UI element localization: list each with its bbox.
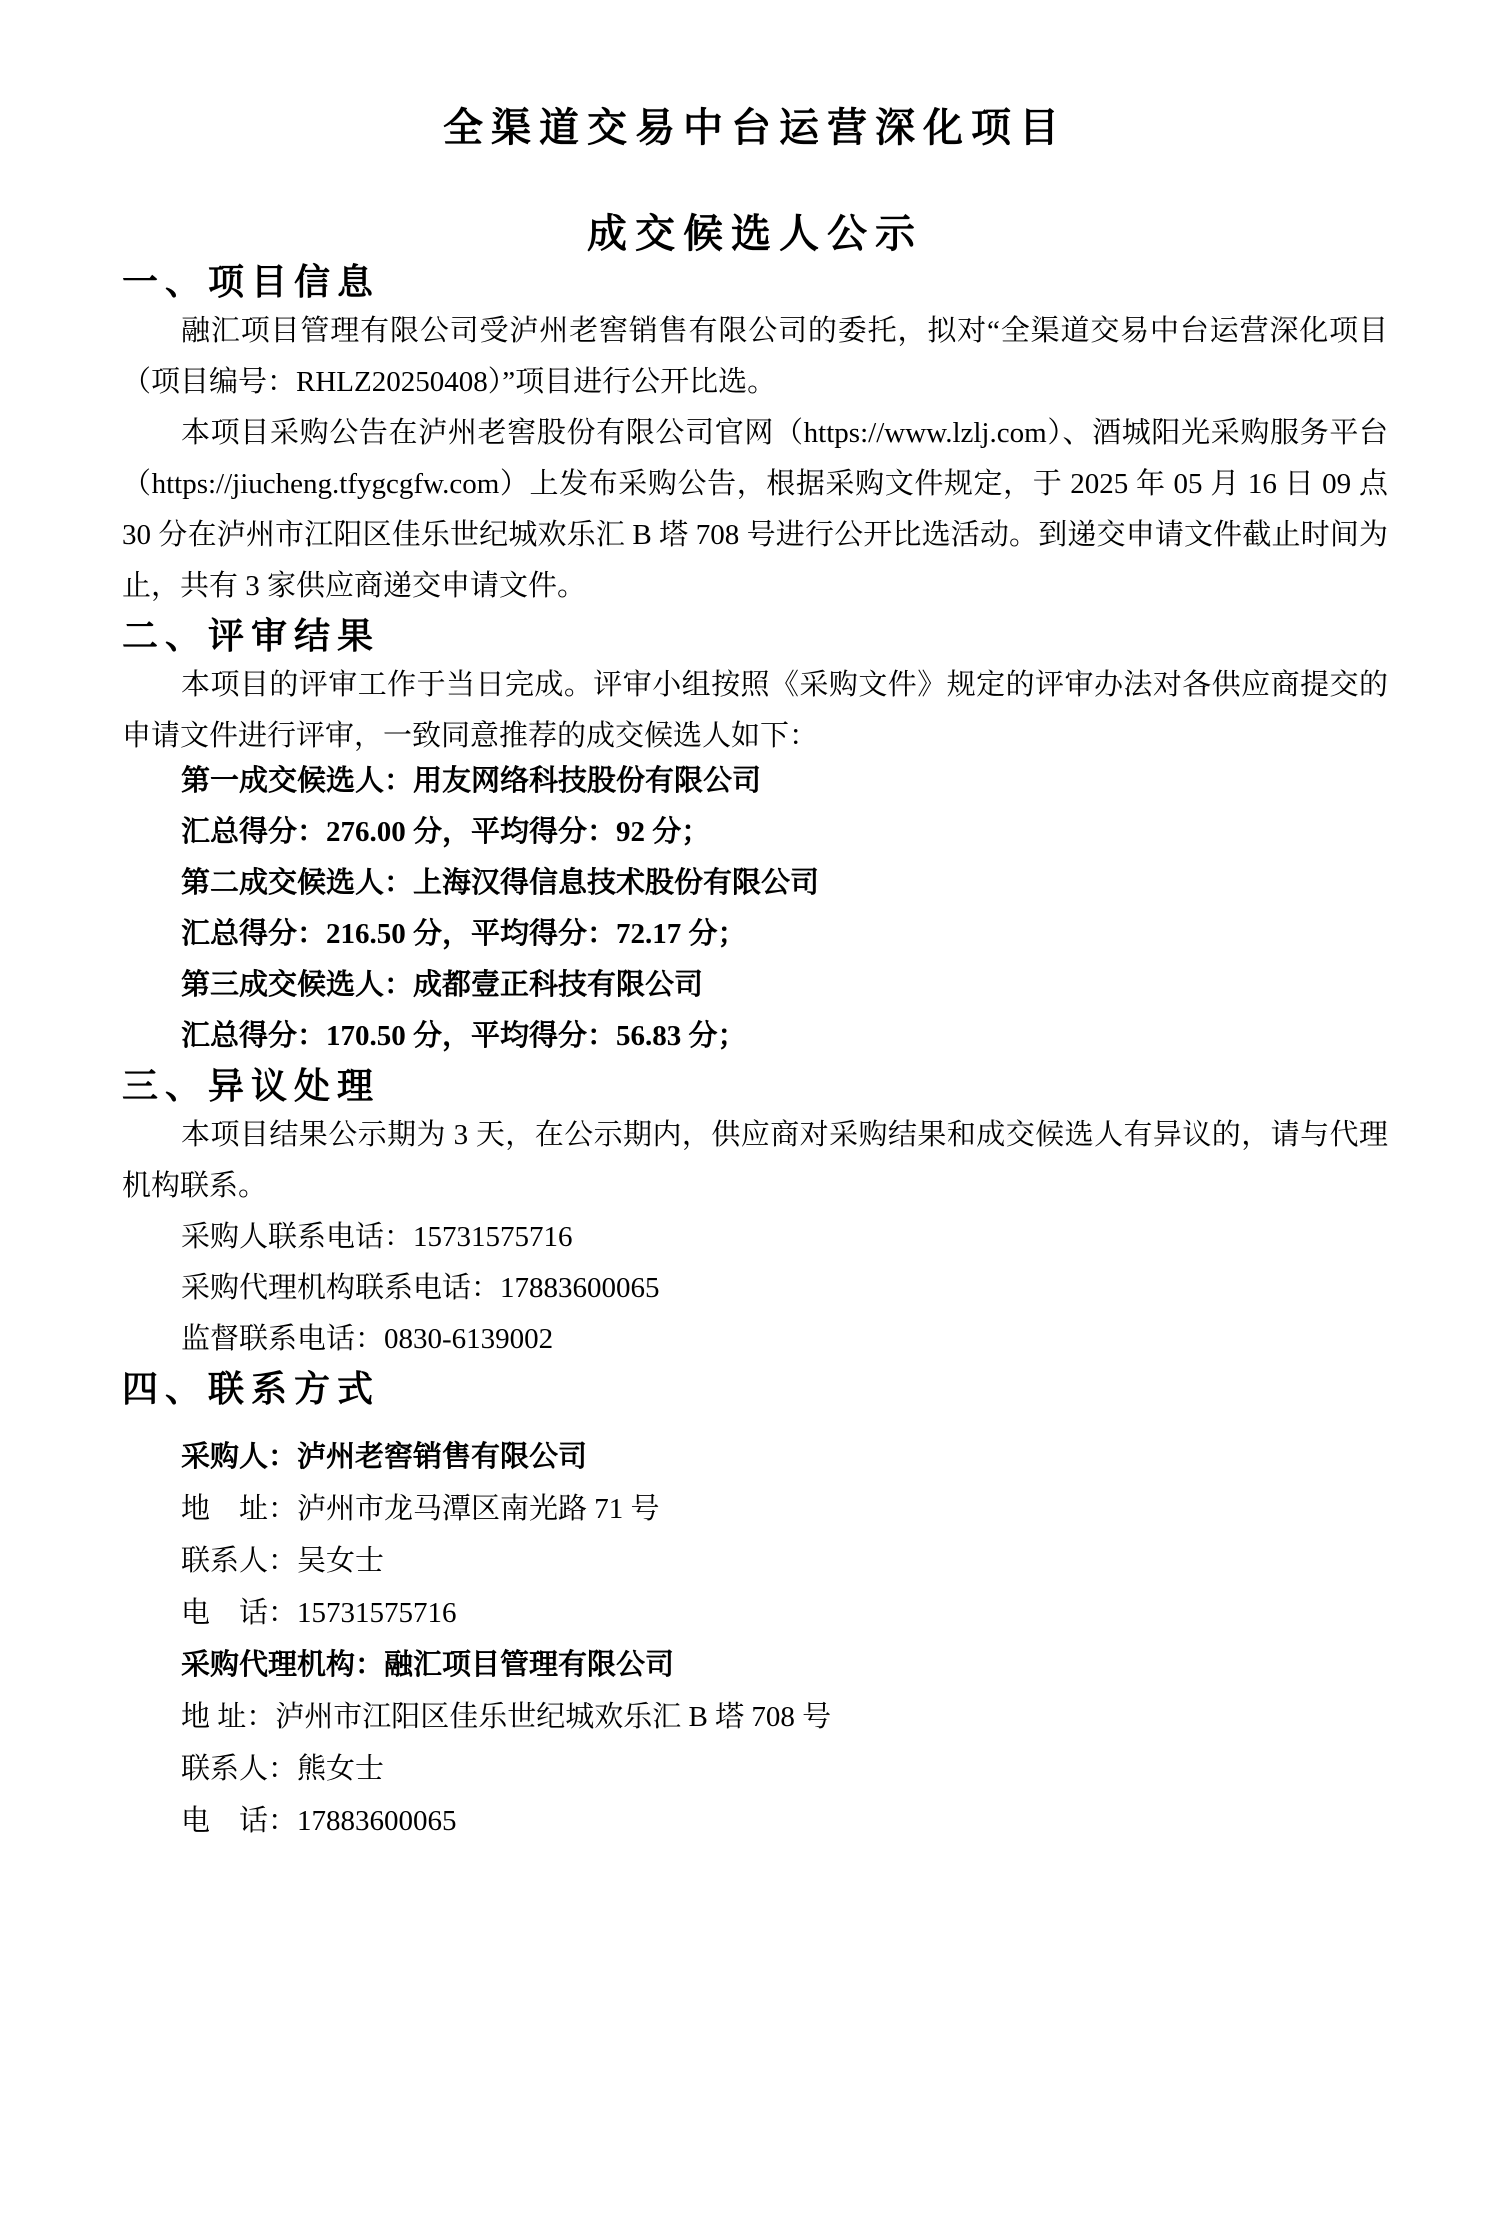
- agency-phone-line: 采购代理机构联系电话：17883600065: [181, 1272, 660, 1304]
- purchaser-contact-line: 联系人：吴女士: [181, 1545, 385, 1577]
- candidate-1-rank-line: 第一成交候选人：用友网络科技股份有限公司: [181, 765, 762, 797]
- candidate-list: [122, 756, 1388, 1062]
- section2-paragraph1: 本项目的评审工作于当日完成。评审小组按照《采购文件》规定的评审办法对各供应商提交的申请文件进行评审，一致同意推荐的成交候选人如下：: [122, 669, 1388, 752]
- section2-heading: 二、评审结果: [122, 615, 381, 656]
- document-title-line2: 成交候选人公示: [587, 211, 923, 256]
- section1-paragraph1: 融汇项目管理有限公司受泸州老窖销售有限公司的委托，拟对“全渠道交易中台运营深化项目（项目编号：RHLZ20250408）”项目进行公开比选。: [122, 315, 1388, 398]
- purchaser-phone-line: 采购人联系电话：15731575716: [181, 1221, 573, 1253]
- section3-paragraph1: 本项目结果公示期为 3 天，在公示期内，供应商对采购结果和成交候选人有异议的，请与代理机构联系。: [122, 1119, 1388, 1202]
- candidate-3-score-line: 汇总得分：170.50 分，平均得分：56.83 分；: [181, 1020, 747, 1052]
- document-title-line1: 全渠道交易中台运营深化项目: [443, 105, 1067, 150]
- purchaser-address-line: 地 址：泸州市龙马潭区南光路 71 号: [181, 1493, 660, 1525]
- section1-paragraph2: 本项目采购公告在泸州老窖股份有限公司官网（https://www.lzlj.com）、酒城阳光采购服务平台（https://jiucheng.tfygcgfw.com）上发布采购公告，根据采购文件规定，于 2025 年 05 月 16 日 09 点 30 分在泸州市江阳区佳乐世纪城欢乐汇 B 塔 708 号进行公开比选活动。到递交申请文件截止时间为止，共有 3 家供应商递交申请文件。: [122, 417, 1388, 602]
- agency-phone-detail-line: 电 话：17883600065: [181, 1805, 457, 1837]
- candidate-2-rank-line: 第二成交候选人：上海汉得信息技术股份有限公司: [181, 867, 820, 899]
- purchaser-name-line: 采购人：泸州老窖销售有限公司: [181, 1441, 588, 1473]
- section4-heading: 四、联系方式: [122, 1368, 381, 1409]
- purchaser-phone-detail-line: 电 话：15731575716: [181, 1597, 457, 1629]
- section3-heading: 三、异议处理: [122, 1065, 381, 1106]
- candidate-3-rank-line: 第三成交候选人：成都壹正科技有限公司: [181, 969, 704, 1001]
- agency-contact-line: 联系人：熊女士: [181, 1753, 385, 1785]
- agency-address-line: 地 址：泸州市江阳区佳乐世纪城欢乐汇 B 塔 708 号: [181, 1701, 832, 1733]
- section1-heading: 一、项目信息: [122, 261, 381, 302]
- candidate-2-score-line: 汇总得分：216.50 分，平均得分：72.17 分；: [181, 918, 747, 950]
- agency-name-line: 采购代理机构：融汇项目管理有限公司: [181, 1649, 675, 1681]
- supervision-phone-line: 监督联系电话：0830-6139002: [181, 1323, 554, 1355]
- candidate-1-score-line: 汇总得分：276.00 分，平均得分：92 分；: [181, 816, 711, 848]
- contact-info-block: [122, 1431, 1388, 1847]
